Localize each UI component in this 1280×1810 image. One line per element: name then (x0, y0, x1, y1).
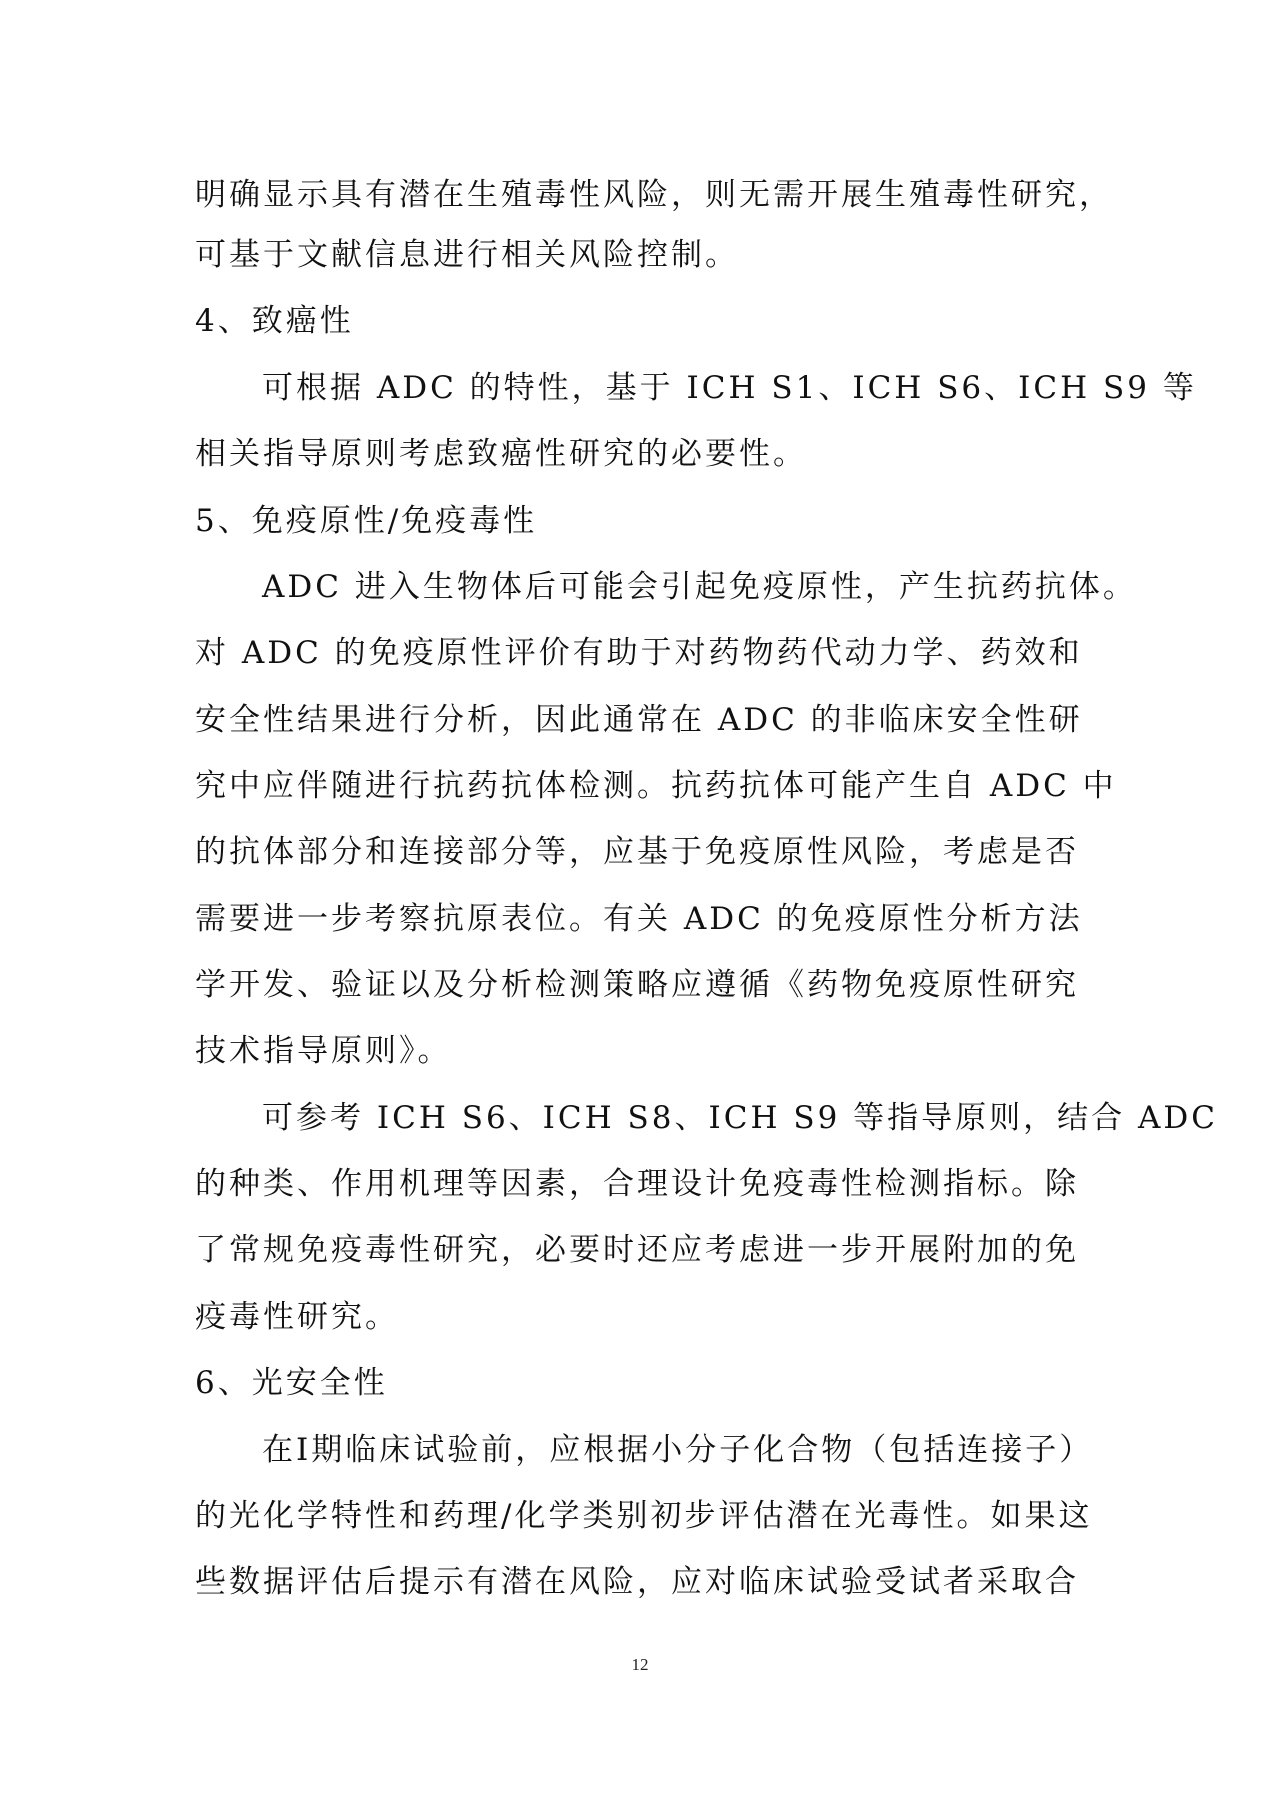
text-line: 安全性结果进行分析，因此通常在 ADC 的非临床安全性研 (195, 702, 1083, 738)
text-line: ADC 进入生物体后可能会引起免疫原性，产生抗药抗体。 (262, 569, 1137, 605)
text-line: 些数据评估后提示有潜在风险，应对临床试验受试者采取合 (195, 1564, 1079, 1600)
text-line: 需要进一步考察抗原表位。有关 ADC 的免疫原性分析方法 (195, 901, 1083, 937)
text-line: 技术指导原则》。 (195, 1033, 452, 1069)
text-line: 明确显示具有潜在生殖毒性风险，则无需开展生殖毒性研究， (195, 177, 1113, 213)
text-line: 相关指导原则考虑致癌性研究的必要性。 (195, 436, 807, 472)
text-line: 的种类、作用机理等因素，合理设计免疫毒性检测指标。除 (195, 1166, 1079, 1202)
text-line: 的抗体部分和连接部分等，应基于免疫原性风险，考虑是否 (195, 834, 1079, 870)
text-line: 的光化学特性和药理/化学类别初步评估潜在光毒性。如果这 (195, 1498, 1093, 1534)
text-line: 学开发、验证以及分析检测策略应遵循《药物免疫原性研究 (195, 967, 1079, 1003)
section-heading: 6、光安全性 (195, 1365, 388, 1401)
text-line: 可参考 ICH S6、ICH S8、ICH S9 等指导原则，结合 ADC (262, 1100, 1218, 1136)
page-number: 12 (631, 1655, 649, 1674)
text-line: 在Ⅰ期临床试验前，应根据小分子化合物（包括连接子） (262, 1432, 1094, 1468)
text-line: 了常规免疫毒性研究，必要时还应考虑进一步开展附加的免 (195, 1232, 1079, 1268)
text-line: 可基于文献信息进行相关风险控制。 (195, 237, 739, 273)
text-line: 可根据 ADC 的特性，基于 ICH S1、ICH S6、ICH S9 等 (262, 370, 1197, 406)
section-heading: 4、致癌性 (195, 303, 354, 339)
text-line: 究中应伴随进行抗药抗体检测。抗药抗体可能产生自 ADC 中 (195, 768, 1117, 804)
text-line: 疫毒性研究。 (195, 1299, 399, 1335)
section-heading: 5、免疫原性/免疫毒性 (195, 503, 538, 539)
text-line: 对 ADC 的免疫原性评价有助于对药物药代动力学、药效和 (195, 635, 1083, 671)
